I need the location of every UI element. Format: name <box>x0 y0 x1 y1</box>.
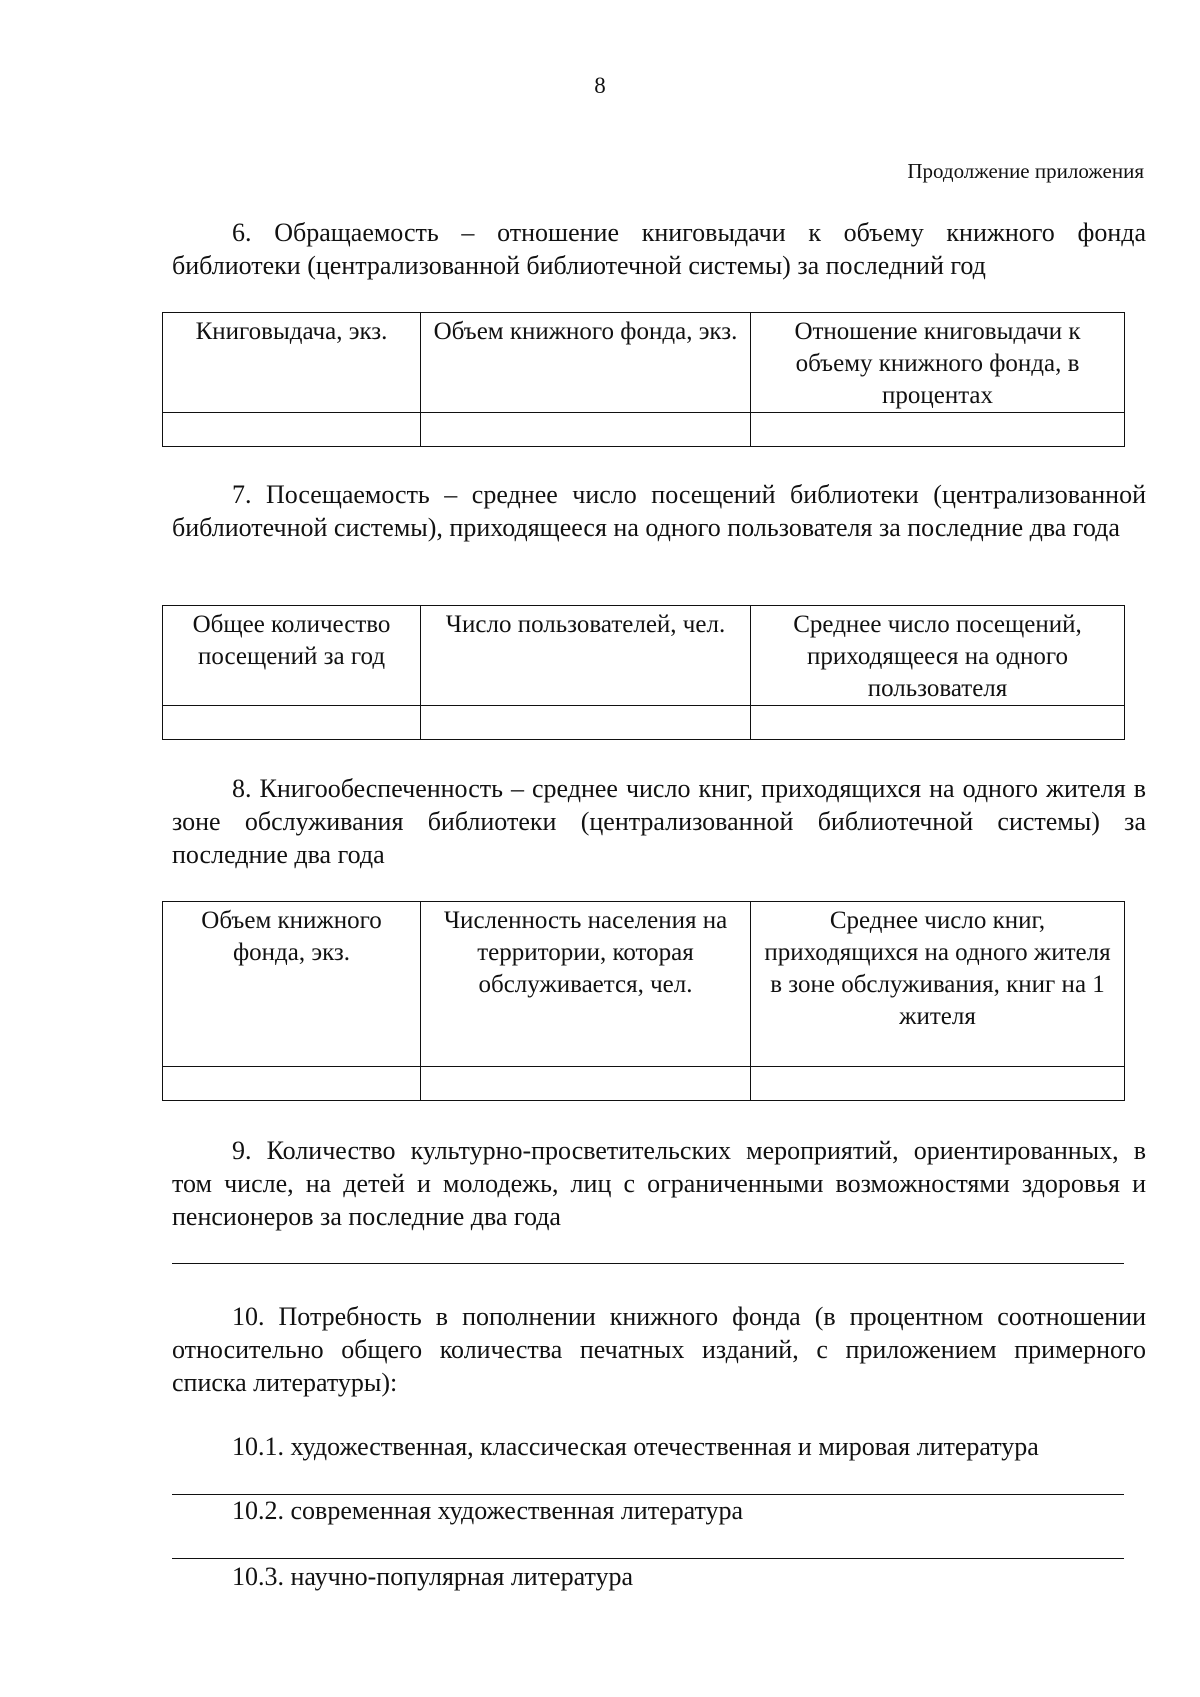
table-row <box>163 1067 1125 1101</box>
table-cell[interactable] <box>751 706 1125 740</box>
section-10-item: 10.3. научно-популярная литература <box>232 1562 634 1591</box>
table-cell[interactable] <box>421 706 751 740</box>
table-header-row <box>163 606 1125 706</box>
section-6-text-content: 6. Обращаемость – отношение книговыдачи к объему книжного фонда библиотеки (централизованной библиотечной системы) за последний год <box>172 218 1146 280</box>
section-10-text-content: 10. Потребность в пополнении книжного фонда (в процентном соотношении относительно общего количества печатных изданий, с приложением примерного списка литературы): <box>172 1302 1146 1397</box>
table-header-row <box>163 313 1125 413</box>
table-row <box>163 413 1125 447</box>
table-cell[interactable] <box>163 1067 421 1101</box>
section-6-table <box>162 312 1125 447</box>
table-cell[interactable] <box>163 706 421 740</box>
section-10-item: 10.2. современная художественная литература <box>232 1496 744 1525</box>
section-8-text <box>172 772 1146 871</box>
section-10-text <box>172 1300 1146 1399</box>
section-7-text-content: 7. Посещаемость – среднее число посещений библиотеки (централизованной библиотечной системы), приходящееся на одного пользователя за последние два года <box>172 480 1146 542</box>
table-header-cell: Среднее число посещений, приходящееся на одного пользователя <box>751 606 1125 706</box>
table-cell[interactable] <box>751 1067 1125 1101</box>
section-9-text-content: 9. Количество культурно-просветительских мероприятий, ориентированных, в том числе, на детей и молодежь, лиц с ограниченными возможностями здоровья и пенсионеров за последние два года <box>172 1136 1146 1231</box>
table-header-cell: Объем книжного фонда, экз. <box>163 902 421 1067</box>
section-8-text-content: 8. Книгообеспеченность – среднее число книг, приходящихся на одного жителя в зоне обслуживания библиотеки (централизованной библиотечной системы) за последние два года <box>172 774 1146 869</box>
section-7-table <box>162 605 1125 740</box>
table-header-cell: Численность населения на территории, которая обслуживается, чел. <box>421 902 751 1067</box>
table-cell[interactable] <box>751 413 1125 447</box>
section-7-text <box>172 478 1146 544</box>
table-header-cell: Книговыдача, экз. <box>163 313 421 413</box>
section-8-table <box>162 901 1125 1101</box>
table-cell[interactable] <box>163 413 421 447</box>
header-note: Продолжение приложения <box>907 159 1144 183</box>
page-number: 8 <box>594 73 606 98</box>
table-header-row <box>163 902 1125 1067</box>
table-header-cell: Общее количество посещений за год <box>163 606 421 706</box>
table-header-cell: Отношение книговыдачи к объему книжного фонда, в процентах <box>751 313 1125 413</box>
section-10-item: 10.1. художественная, классическая отечественная и мировая литература <box>232 1432 1039 1461</box>
table-header-cell: Объем книжного фонда, экз. <box>421 313 751 413</box>
answer-line-9[interactable] <box>172 1263 1124 1264</box>
table-header-cell: Число пользователей, чел. <box>421 606 751 706</box>
table-cell[interactable] <box>421 1067 751 1101</box>
table-cell[interactable] <box>421 413 751 447</box>
section-6-text <box>172 216 1146 282</box>
section-9-text <box>172 1134 1146 1233</box>
table-header-cell: Среднее число книг, приходящихся на одного жителя в зоне обслуживания, книг на 1 жителя <box>751 902 1125 1067</box>
answer-line-10-2[interactable] <box>172 1558 1124 1559</box>
table-row <box>163 706 1125 740</box>
